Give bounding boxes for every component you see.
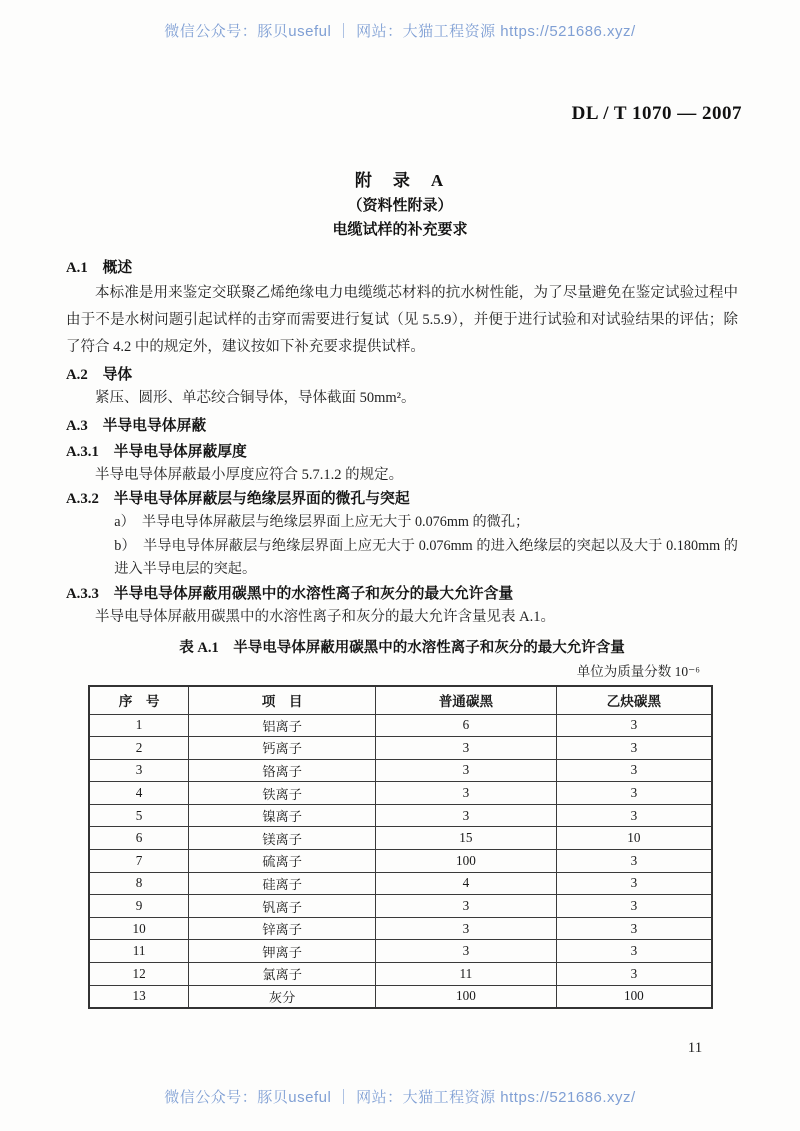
cell-common-carbon-black: 11 [376,963,557,986]
document-body [66,256,738,1009]
cell-item: 镍离子 [189,804,376,827]
section-paragraph-a1: 本标准是用来鉴定交联聚乙烯绝缘电力电缆缆芯材料的抗水树性能，为了尽量避免在鉴定试验过程中由于不是水树问题引起试样的击穿而需要进行复试（见 5.5.9），并便于进行试验和对试验结果的评估；除了符合 4.2 中的规定外，建议按如下补充要求提供试样。 [66,285,738,355]
cell-acetylene-carbon-black: 3 [556,963,712,986]
cell-serial: 3 [89,759,189,782]
cell-common-carbon-black: 3 [376,917,557,940]
cell-item: 镁离子 [189,827,376,850]
cell-item: 氯离子 [189,963,376,986]
table-caption: 表 A.1 半导电导体屏蔽用碳黑中的水溶性离子和灰分的最大允许含量 [179,639,625,656]
list-item-b: b） 半导电导体屏蔽层与绝缘层界面上应无大于 0.076mm 的进入绝缘层的突起以及大于 0.180mm 的进入半导电层的突起。 [114,537,738,577]
section-heading-a3: A.3 半导电导体屏蔽 [66,418,207,434]
column-header-acetylene-carbon-black: 乙炔碳黑 [556,686,712,715]
cell-serial: 7 [89,850,189,873]
section-heading-a32: A.3.2 半导电导体屏蔽层与绝缘层界面的微孔与突起 [66,491,410,507]
cell-serial: 2 [89,737,189,760]
cell-acetylene-carbon-black: 3 [556,917,712,940]
table-row [89,917,712,940]
section-heading-a33: A.3.3 半导电导体屏蔽用碳黑中的水溶性离子和灰分的最大允许含量 [66,585,514,602]
cell-common-carbon-black: 3 [376,940,557,963]
section-paragraph-a2: 紧压、圆形、单芯绞合铜导体，导体截面 50mm²。 [95,390,416,406]
cell-acetylene-carbon-black: 3 [556,872,712,895]
table-row [89,895,712,918]
cell-acetylene-carbon-black: 3 [556,804,712,827]
watermark-bottom: 微信公众号：豚贝useful ｜ 网站：大猫工程资源 https://521686.xyz/ [164,1089,636,1106]
section-paragraph-a31: 半导电导体屏蔽最小厚度应符合 5.7.1.2 的规定。 [95,467,404,483]
table-row [89,985,712,1008]
watermark-top: 微信公众号：豚贝useful ｜ 网站：大猫工程资源 https://521686.xyz/ [164,23,636,40]
cell-serial: 10 [89,917,189,940]
cell-serial: 12 [89,963,189,986]
cell-item: 钒离子 [189,895,376,918]
cell-common-carbon-black: 100 [376,985,557,1008]
cell-serial: 13 [89,985,189,1008]
section-heading-a31: A.3.1 半导电导体屏蔽厚度 [66,444,247,460]
appendix-title-block [0,168,800,242]
table-row [89,782,712,805]
section-paragraph-a33: 半导电导体屏蔽用碳黑中的水溶性离子和灰分的最大允许含量见表 A.1。 [95,608,555,625]
column-header-serial: 序 号 [89,686,189,715]
cell-serial: 8 [89,872,189,895]
cell-common-carbon-black: 15 [376,827,557,850]
appendix-title: 附 录 A [354,171,446,190]
cell-serial: 5 [89,804,189,827]
cell-acetylene-carbon-black: 3 [556,714,712,737]
cell-serial: 11 [89,940,189,963]
cell-acetylene-carbon-black: 3 [556,737,712,760]
cell-common-carbon-black: 3 [376,804,557,827]
cell-common-carbon-black: 3 [376,737,557,760]
cell-common-carbon-black: 6 [376,714,557,737]
column-header-item: 项 目 [189,686,376,715]
cell-item: 铁离子 [189,782,376,805]
cell-item: 钾离子 [189,940,376,963]
cell-acetylene-carbon-black: 3 [556,850,712,873]
cell-item: 钙离子 [189,737,376,760]
table-row [89,872,712,895]
section-heading-a2: A.2 导体 [66,367,133,383]
cell-acetylene-carbon-black: 3 [556,759,712,782]
cell-common-carbon-black: 3 [376,782,557,805]
table-row [89,963,712,986]
cell-item: 硅离子 [189,872,376,895]
appendix-heading: 电缆试样的补充要求 [332,222,468,238]
cell-common-carbon-black: 3 [376,759,557,782]
cell-acetylene-carbon-black: 3 [556,940,712,963]
table-header-row [89,686,712,715]
table-row [89,759,712,782]
cell-acetylene-carbon-black: 3 [556,782,712,805]
page-number: 11 [687,1040,703,1056]
cell-common-carbon-black: 4 [376,872,557,895]
cell-serial: 9 [89,895,189,918]
table-row [89,827,712,850]
cell-item: 灰分 [189,985,376,1008]
cell-acetylene-carbon-black: 3 [556,895,712,918]
cell-item: 铝离子 [189,714,376,737]
cell-serial: 1 [89,714,189,737]
carbon-black-limits-table [88,685,713,1010]
table-row [89,737,712,760]
table-row [89,940,712,963]
table-row [89,714,712,737]
cell-item: 铬离子 [189,759,376,782]
cell-item: 锌离子 [189,917,376,940]
cell-acetylene-carbon-black: 10 [556,827,712,850]
cell-item: 硫离子 [189,850,376,873]
list-item-a: a） 半导电导体屏蔽层与绝缘层界面上应无大于 0.076mm 的微孔； [114,514,530,530]
table-unit-note: 单位为质量分数 10⁻⁶ [576,663,700,679]
table-body [89,714,712,1008]
cell-acetylene-carbon-black: 100 [556,985,712,1008]
table-row [89,804,712,827]
column-header-common-carbon-black: 普通碳黑 [376,686,557,715]
cell-serial: 6 [89,827,189,850]
standard-code: DL / T 1070 — 2007 [571,103,742,124]
cell-serial: 4 [89,782,189,805]
section-heading-a1: A.1 概述 [66,260,133,276]
cell-common-carbon-black: 100 [376,850,557,873]
table-row [89,850,712,873]
cell-common-carbon-black: 3 [376,895,557,918]
appendix-subtitle: （资料性附录） [347,198,453,214]
